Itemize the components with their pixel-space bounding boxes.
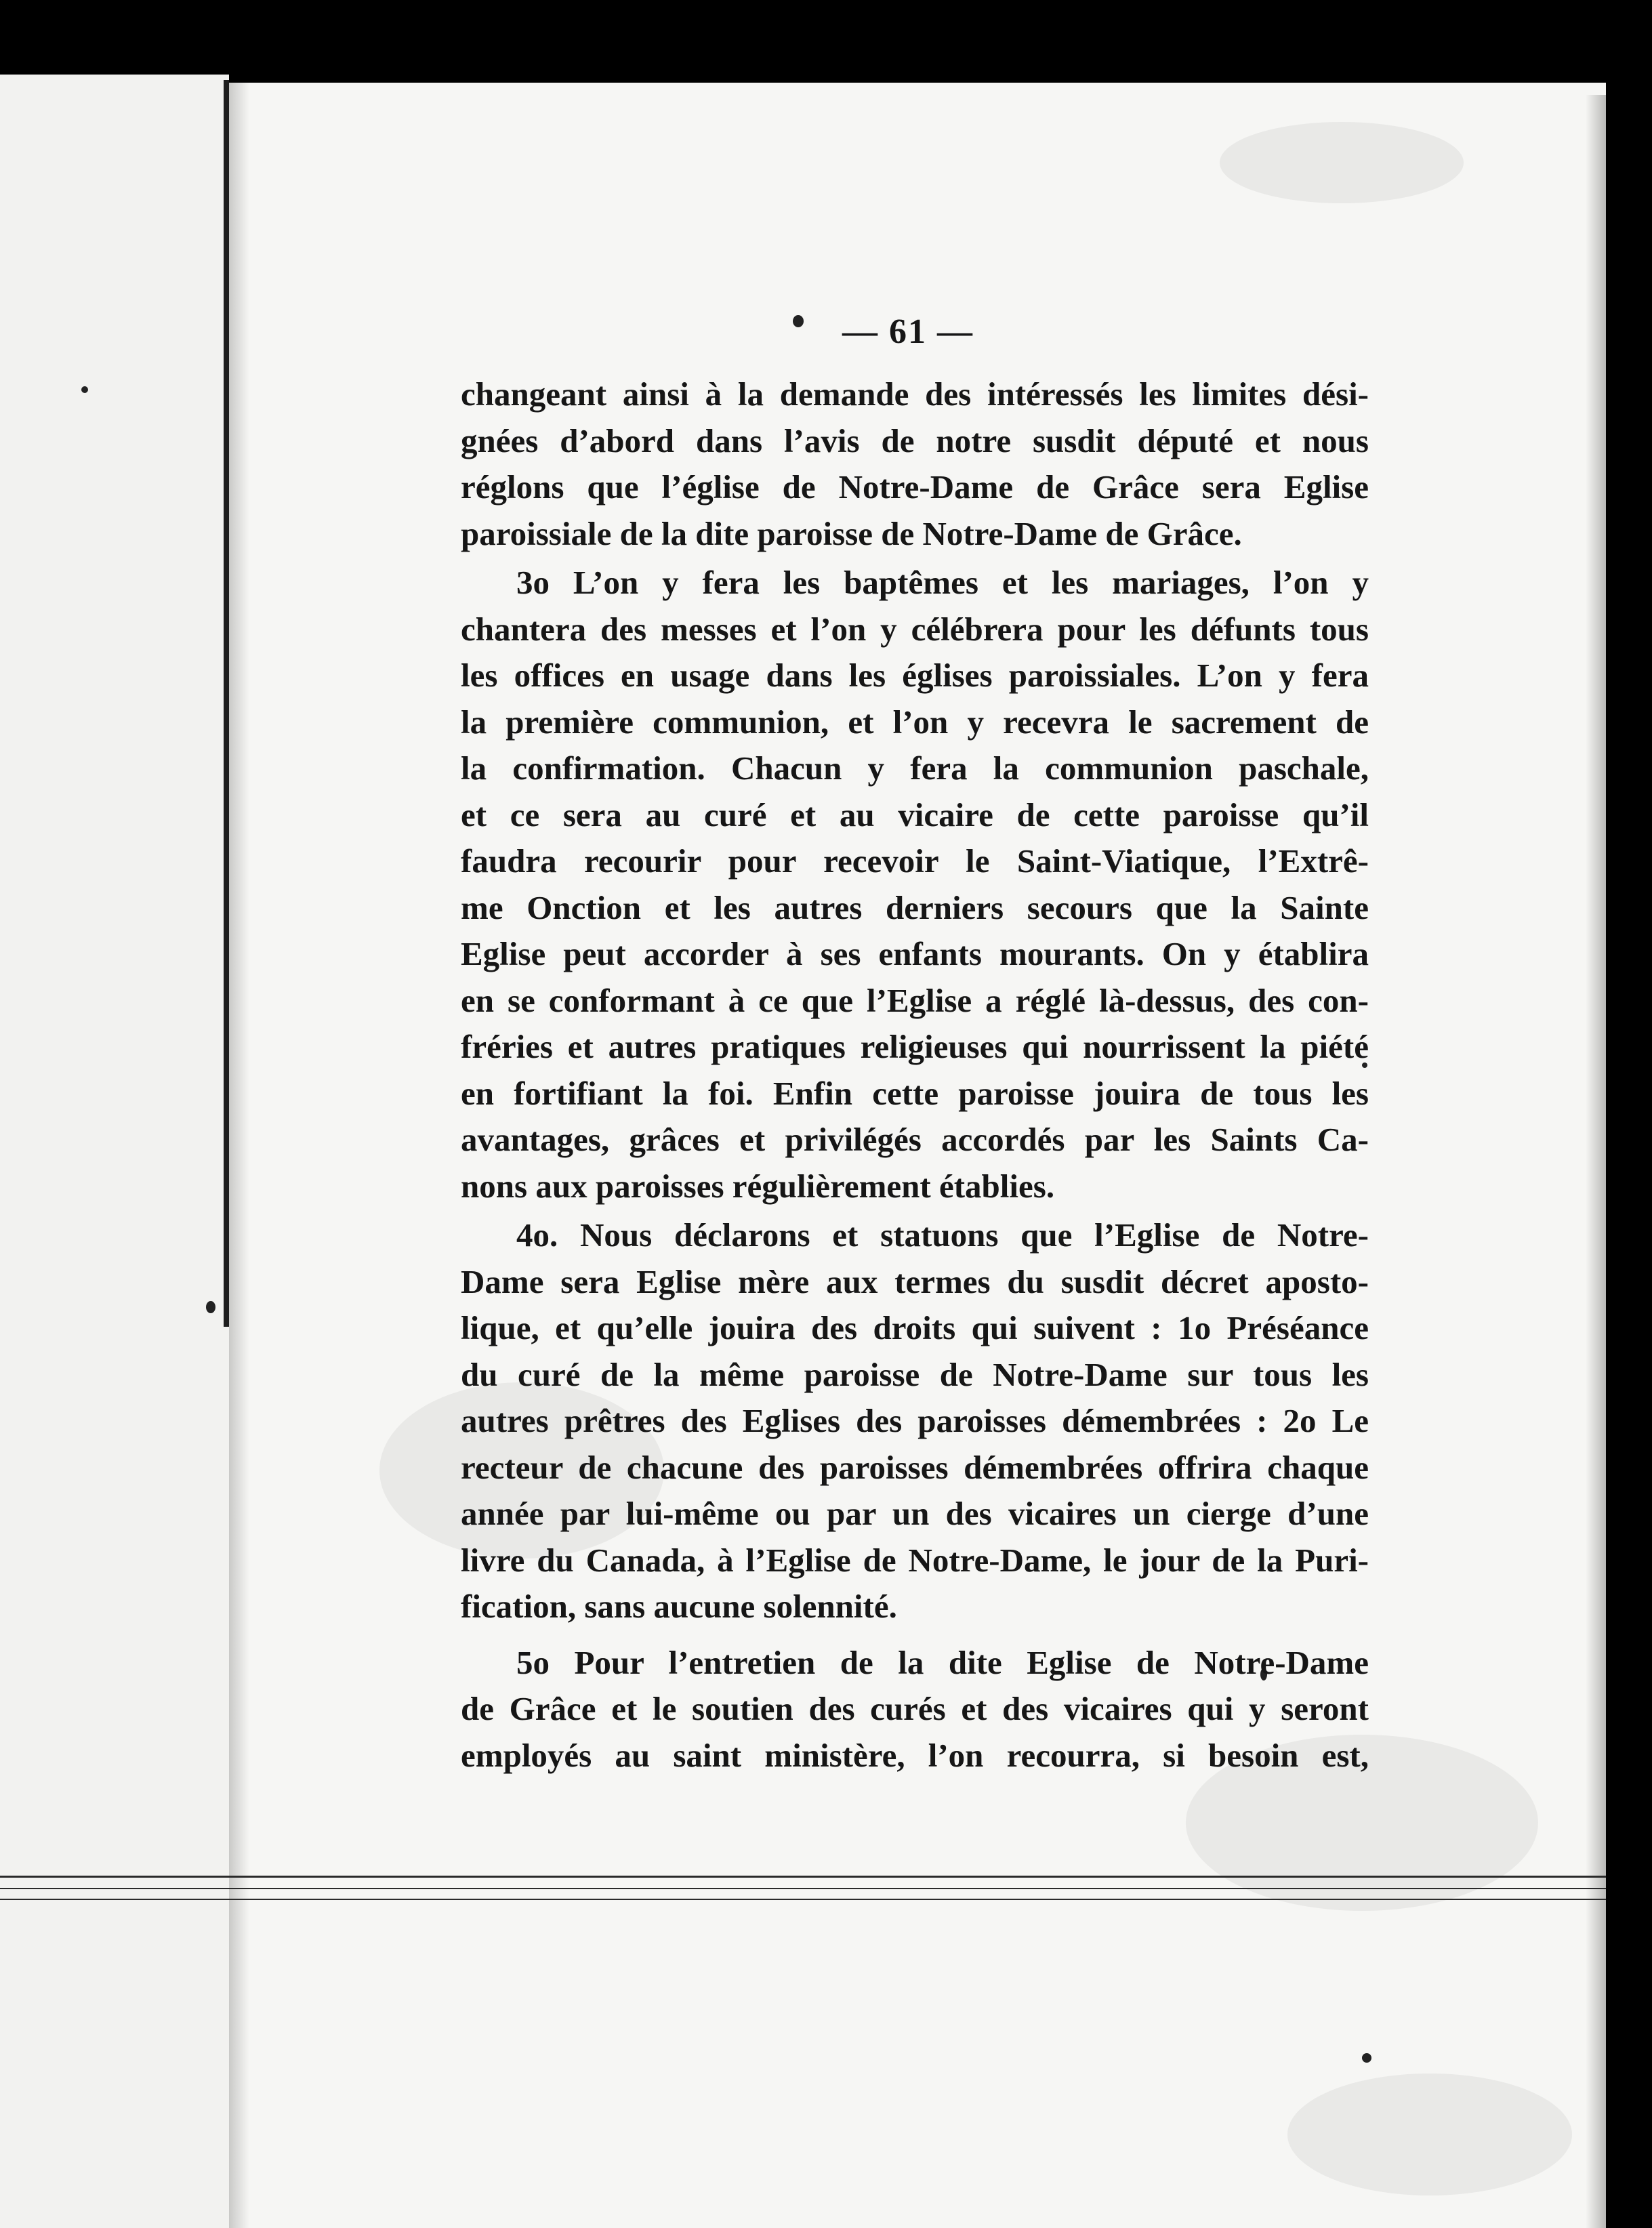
speck	[206, 1301, 215, 1313]
text-line: 5o Pour l’entretien de la dite Eglise de Notre-Dame	[516, 1643, 1369, 1681]
text-line: fication, sans aucune solennité.	[461, 1588, 897, 1625]
speck	[1362, 2053, 1371, 2063]
text-line: la confirmation. Chacun y fera la communion paschale,	[461, 749, 1369, 787]
text-line: paroissiale de la dite paroisse de Notre-Dame de Grâce.	[461, 514, 1242, 552]
text-line: de Grâce et le soutien des curés et des vicaires qui y seront	[461, 1690, 1369, 1727]
gutter-shadow	[229, 80, 249, 2228]
text-line: autres prêtres des Eglises des paroisses démembrées : 2o Le	[461, 1402, 1369, 1439]
text-line: réglons que l’église de Notre-Dame de Grâce sera Eglise	[461, 468, 1369, 506]
text-line: fréries et autres pratiques religieuses qui nourrissent la piété	[461, 1028, 1369, 1065]
text-line: me Onction et les autres derniers secours que la Sainte	[461, 888, 1369, 926]
film-line	[0, 1876, 1606, 1878]
text-line: chantera des messes et l’on y célébrera pour les défunts tous	[461, 610, 1369, 648]
text-line: livre du Canada, à l’Eglise de Notre-Dame, le jour de la Puri-	[461, 1541, 1369, 1579]
text-line: en se conformant à ce que l’Eglise a réglé là-dessus, des con-	[461, 981, 1369, 1019]
paragraph	[461, 1212, 1369, 1630]
text-line: année par lui-même ou par un des vicaires un cierge d’une	[461, 1495, 1369, 1532]
text-line: 4o. Nous déclarons et statuons que l’Eglise de Notre-	[516, 1216, 1369, 1254]
page-number: — 61 —	[842, 312, 974, 351]
binding-gutter	[224, 80, 229, 1327]
text-line: gnées d’abord dans l’avis de notre susdit député et nous	[461, 421, 1369, 459]
text-line: nons aux paroisses régulièrement établies.	[461, 1167, 1055, 1205]
text-line: la première communion, et l’on y recevra le sacrement de	[461, 703, 1369, 741]
text-line: en fortifiant la foi. Enfin cette paroisse jouira de tous les	[461, 1074, 1369, 1112]
film-border-right	[1606, 0, 1652, 2228]
text-line: recteur de chacune des paroisses démembrées offrira chaque	[461, 1448, 1369, 1486]
text-line: les offices en usage dans les églises paroissiales. L’on y fera	[461, 657, 1369, 694]
speck	[81, 386, 88, 393]
film-border-top	[0, 0, 1652, 75]
text-line: lique, et qu’elle jouira des droits qui suivent : 1o Préséance	[461, 1309, 1369, 1346]
paragraph	[461, 560, 1369, 1210]
text-line: 3o L’on y fera les baptêmes et les mariages, l’on y	[516, 564, 1369, 601]
paragraph	[461, 1640, 1369, 1779]
paragraph	[461, 371, 1369, 557]
body-text	[461, 371, 1369, 1779]
page-edge-shadow	[1586, 95, 1606, 2228]
text-line: et ce sera au curé et au vicaire de cette paroisse qu’il	[461, 796, 1369, 833]
text-line: changeant ainsi à la demande des intéressés les limites dési-	[461, 375, 1369, 413]
stain	[1220, 122, 1464, 203]
film-line	[0, 1899, 1606, 1900]
text-line: avantages, grâces et privilégés accordés par les Saints Ca-	[461, 1121, 1369, 1158]
text-line: Dame sera Eglise mère aux termes du susdit décret aposto-	[461, 1262, 1369, 1300]
stain	[1287, 2074, 1572, 2195]
facing-page-margin	[0, 75, 229, 2228]
text-line: du curé de la même paroisse de Notre-Dame sur tous les	[461, 1355, 1369, 1393]
text-line: faudra recourir pour recevoir le Saint-Viatique, l’Extrê-	[461, 842, 1369, 880]
text-line: employés au saint ministère, l’on recourra, si besoin est,	[461, 1736, 1369, 1774]
film-line	[0, 1888, 1606, 1889]
text-line: Eglise peut accorder à ses enfants mourants. On y établira	[461, 935, 1369, 972]
